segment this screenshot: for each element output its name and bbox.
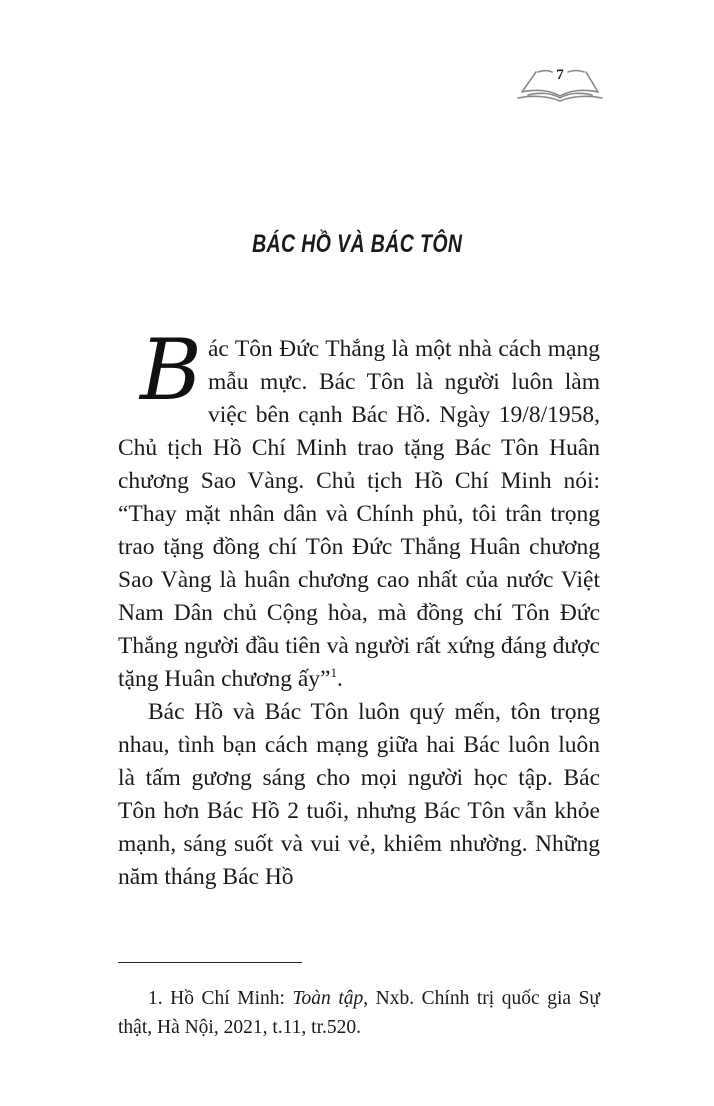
- page-header: [514, 58, 606, 104]
- drop-cap: B: [140, 321, 202, 419]
- paragraph-1-text: ác Tôn Đức Thắng là một nhà cách mạng mẫu mực. Bác Tôn là người luôn làm việc bên cạnh Bác Hồ. Ngày 19/8/1958, Chủ tịch Hồ Chí Minh trao tặng Bác Tôn Huân chương Sao Vàng. Chủ tịch Hồ Chí Minh nói: “Thay mặt nhân dân và Chính phủ, tôi trân trọng trao tặng đồng chí Tôn Đức Thắng Huân chương Sao Vàng là huân chương cao nhất của nước Việt Nam Dân chủ Cộng hòa, mà đồng chí Tôn Đức Thắng người đầu tiên và người rất xứng đáng được tặng Huân chương ấy”: [118, 336, 600, 692]
- chapter-title: BÁC HỒ VÀ BÁC TÔN: [252, 230, 463, 258]
- paragraph-2: Bác Hồ và Bác Tôn luôn quý mến, tôn trọng nhau, tình bạn cách mạng giữa hai Bác luôn luôn là tấm gương sáng cho mọi người học tập. Bác Tôn hơn Bác Hồ 2 tuổi, nhưng Bác Tôn vẫn khỏe mạnh, sáng suốt và vui vẻ, khiêm nhường. Những năm tháng Bác Hồ: [118, 699, 600, 890]
- footnote-text: [118, 984, 600, 1042]
- footnote-divider: [118, 962, 302, 963]
- body-text: [118, 321, 600, 894]
- paragraph-1: [118, 321, 600, 696]
- footnote-work-title: Toàn tập,: [292, 988, 369, 1009]
- paragraph-1-end: .: [336, 666, 343, 692]
- footnote-prefix: 1. Hồ Chí Minh:: [148, 988, 293, 1009]
- footnote-ref: 1: [330, 665, 337, 681]
- footnote: [118, 984, 600, 1042]
- footnote-rest: Nxb. Chính trị quốc gia Sự thật, Hà Nội, 2021, t.11, tr.520.: [118, 988, 600, 1038]
- page-number: 7: [556, 67, 564, 83]
